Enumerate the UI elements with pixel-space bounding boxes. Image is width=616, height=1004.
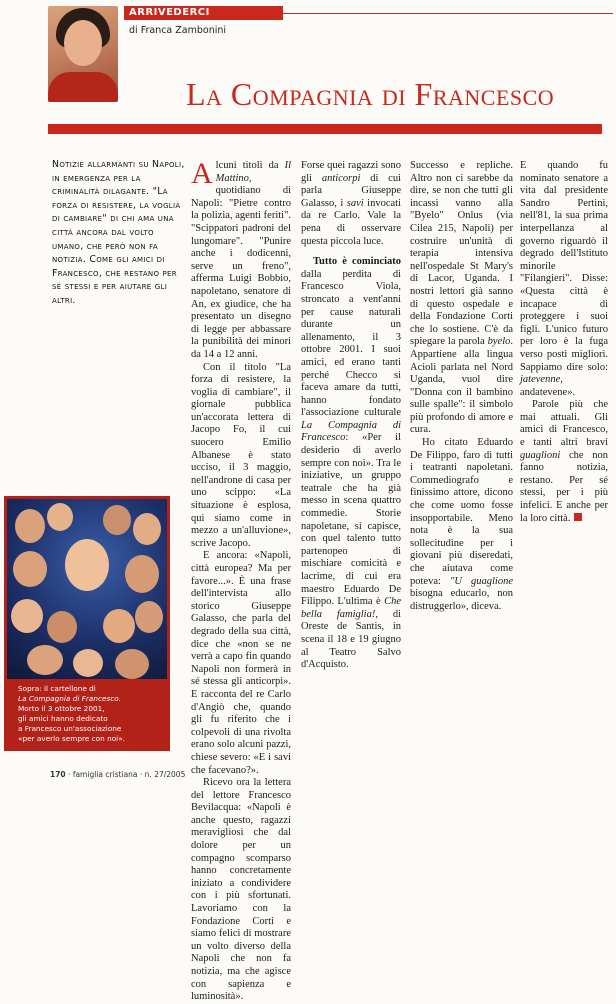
article-column-3 xyxy=(410,160,513,613)
intro-standfirst: Notizie allarmanti su Napoli, in emergenza per la criminalità dilagante. "La forza di resistere, la voglia di cambiare" di chi ama una città ancora dal volto umano, che però non fa notizia. Come gli amici di Francesco, che restano per sé stessi e per aiutare gli altri. xyxy=(52,159,185,306)
article-paragraph: Ricevo ora la lettera del lettore Francesco Bevilacqua: «Napoli è anche questo, ragazzi meravigliosi che dal dolore per un compagno scomparso hanno concretamente iniziato a condividere con i più sfortunati. Lavoriamo con la Fondazione Corti e siamo felici di mostrare un volto diverso della Napoli che non fa notizia, ma che agisce con sapienza e luminosità». xyxy=(191,777,291,1003)
article-paragraph: E quando fu nominato senatore a vita dal presidente Sandro Pertini, nell'81, la sua prima interpellanza al governo riguardò il degrado dell'Istituto minorile "Filangieri". Disse: «Questa città è incapace di proteggere i suoi figli. L'unico futuro per loro è la fuga verso posti migliori. Sappiamo dire solo: jatevenne, andatevene». xyxy=(520,160,608,398)
article-paragraph: Ho citato Eduardo De Filippo, faro di tutti i teatranti napoletani. Commediografo e finissimo attore, dicono che come uomo fosse insopportabile. Meno nota è la sua sollecitudine per i giovani più diseredati, che aiutava come poteva: "U guaglione bisogna educarlo, non distruggerlo», diceva. xyxy=(410,437,513,612)
column-tag: ARRIVEDERCI xyxy=(124,6,283,20)
byline: di Franca Zambonini xyxy=(129,25,227,36)
page-footer xyxy=(50,770,185,779)
article-paragraph: E ancora: «Napoli, città europea? Ma per favore...». È una frase dell'intervista allo storico Giuseppe Galasso, che parla del degrado della sua città, dice che «non se ne verrà a capo fin quando Napoli non formerà in sé stessa gli anticorpi». E racconta del re Carlo d'Angiò che, quando gli fu riferito che i colpevoli di una rivolta erano solo alcuni pazzi, chiese severo: «E i savi che facevano?». xyxy=(191,550,291,776)
red-divider-band xyxy=(48,124,602,134)
group-photo xyxy=(7,499,167,679)
page-number: 170 xyxy=(50,770,66,779)
headline: La Compagnia di Francesco xyxy=(186,76,555,112)
article-paragraph: Successo e repliche. Altro non ci sarebbe da dire, se non che tutti gli incassi vanno alla "Byelo" Onlus (via Cilea 215, Napoli) per costruire un'unità di terapia intensiva nell'ospedale St Mary's di Lacor, Uganda. I nostri lettori già sanno di questo ospedale e della Fondazione Corti che lo sostiene. C'è da spiegare la parola byelo. Appartiene alla lingua Acioli parlata nel Nord Uganda, vuol dire "Donna con il bambino sulle spalle": il simbolo più profondo di amore e cura. xyxy=(410,160,513,436)
header-rule xyxy=(283,13,613,14)
article-paragraph: Forse quei ragazzi sono gli anticorpi di cui parla Giuseppe Galasso, i savi invocati da re Carlo. Vale la pena di osservare questa piccola luce. xyxy=(301,160,401,247)
article-paragraph: Parole più che mai attuali. Gli amici di Francesco, e tanti altri bravi guaglioni che non fanno notizia, restano. Per sé stessi, per i più infelici. E anche per la loro città. xyxy=(520,399,608,524)
article-paragraph: Tutto è cominciato dalla perdita di Francesco Viola, stroncato a vent'anni per cause naturali durante un allenamento, il 3 ottobre 2001. I suoi amici, ed erano tanti perché Checco si faceva amare da tutti, hanno fondato l'associazione culturale La Compagnia di Francesco: «Per il desiderio di averlo sempre con noi». Tra le iniziative, un gruppo teatrale che ha già messo in scena quattro commedie. Storie napoletane, si capisce, con quel talento tutto partenopeo di mischiare comicità e lacrime, di cui era maestro Eduardo De Filippo. L'ultima è Che bella famiglia!, di Oreste de Santis, in scena il 18 e 19 giugno al Teatro Salvo d'Acquisto. xyxy=(301,256,402,671)
article-column-4 xyxy=(520,160,608,525)
drop-cap: A xyxy=(191,157,213,190)
end-mark xyxy=(574,513,582,521)
photo-box xyxy=(4,496,170,751)
photo-caption: Sopra: il cartellone di La Compagnia di Francesco. Morto il 3 ottobre 2001, gli amici hanno dedicato a Francesco un'associazione «per averlo sempre con noi». xyxy=(18,684,125,743)
article-paragraph: Con il titolo "La forza di resistere, la voglia di cambiare", il giornale pubblica un'accorata lettera di Jacopo Fo, il cui suocero Emilio Albanese è stato ucciso, il 3 maggio, nell'androne di casa per uno scippo: «La situazione è esplosa, qui siamo come in mezzo a un'alluvione», scrive Jacopo. xyxy=(191,361,291,549)
issue-info: · famiglia cristiana · n. 27/2005 xyxy=(68,770,186,779)
article-column-1 xyxy=(191,157,291,1004)
article-paragraph: Alcuni titoli da Il Mattino, quotidiano di Napoli: "Pietre contro la polizia, agenti feriti". "Scippatori padroni del lungomare". "Punire anche i dodicenni, serve un freno", afferma Luigi Bobbio, napoletano, senatore di An, ex giudice, che ha presentato un disegno di legge per abbassare la punibilità dei minori da 14 a 12 anni. xyxy=(191,157,291,360)
article-column-2 xyxy=(301,160,401,672)
author-photo xyxy=(48,6,118,102)
